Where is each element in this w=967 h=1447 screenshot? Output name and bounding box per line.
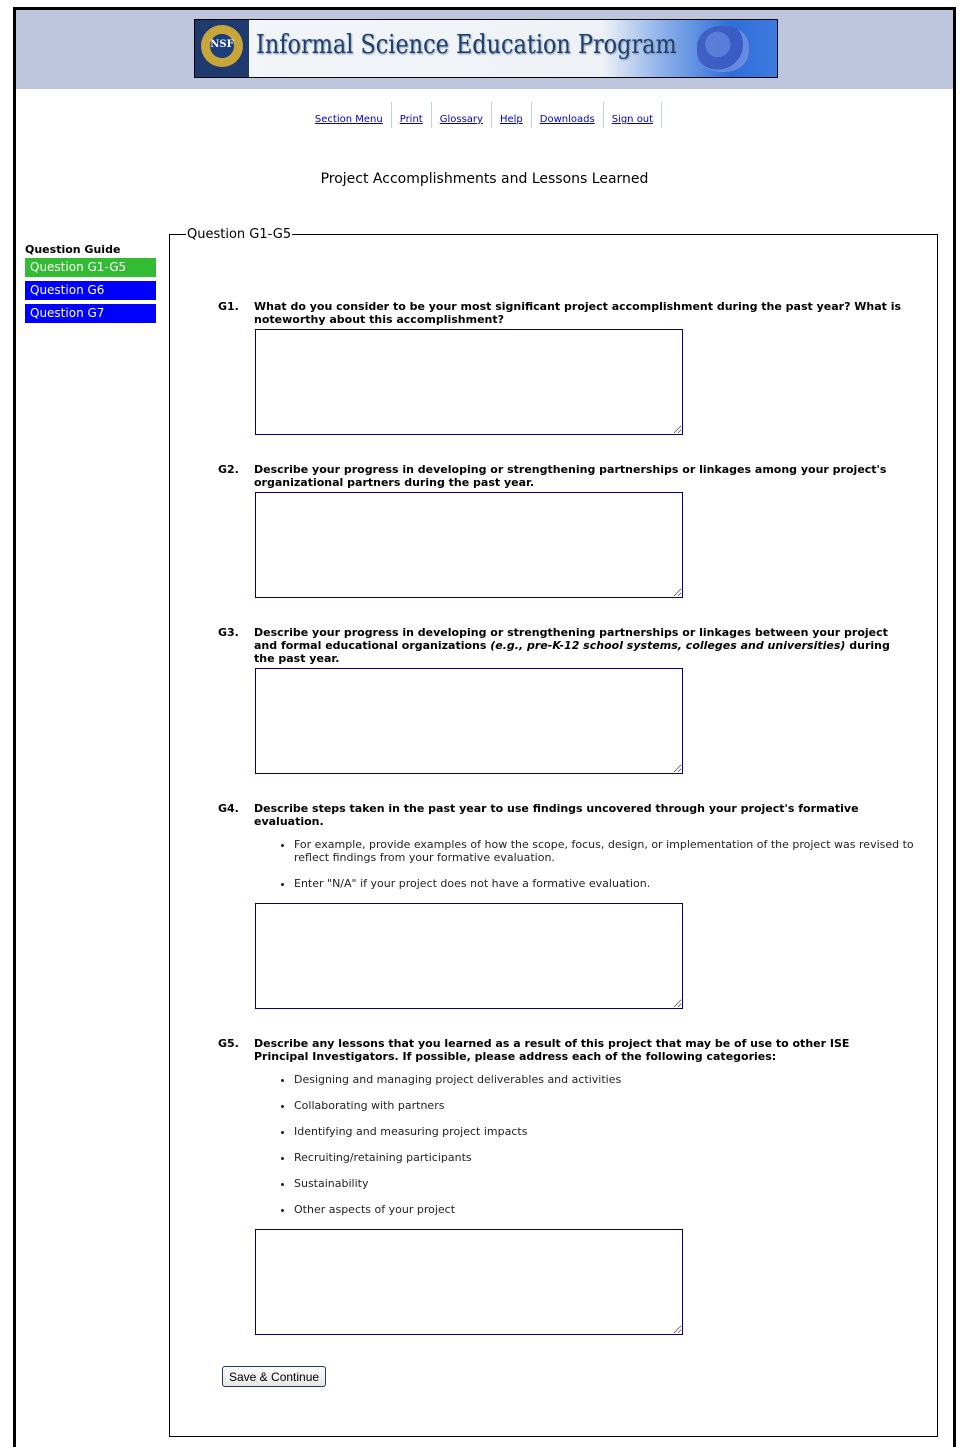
question-guide-label: Question Guide — [25, 243, 121, 256]
header-band — [16, 10, 953, 89]
sign-out-link[interactable]: Sign out — [611, 114, 654, 125]
program-banner — [194, 19, 778, 78]
sidebar-item-g1-g5[interactable]: Question G1-G5 — [25, 258, 156, 277]
g4-answer-textarea[interactable] — [255, 903, 683, 1009]
question-text: Describe your progress in developing or strengthening partnerships or linkages between your project and formal educational organizations (e.g., pre-K-12 school systems, colleges and universities) during the past year. — [254, 626, 890, 665]
question-text: Describe any lessons that you learned as a result of this project that may be of use to other ISE Principal Investigators. If possible, please address each of the following categories: — [254, 1037, 850, 1063]
question-number: G1. — [218, 300, 239, 313]
nav-item-help — [492, 102, 532, 128]
list-item: • Recruiting/retaining participants — [294, 1151, 914, 1164]
questions-fieldset — [169, 227, 938, 1437]
question-example-italic: (e.g., pre-K-12 school systems, colleges and universities) — [490, 639, 846, 652]
question-number: G2. — [218, 463, 239, 476]
fieldset-legend: Question G1-G5 — [187, 227, 292, 242]
question-text: Describe steps taken in the past year to use findings uncovered through your project's formative evaluation. — [254, 802, 859, 828]
section-menu-link[interactable]: Section Menu — [314, 114, 383, 125]
list-item: • Sustainability — [294, 1177, 914, 1190]
page-container — [13, 7, 956, 1447]
nav-item-sign-out — [604, 102, 662, 128]
print-link[interactable]: Print — [399, 114, 423, 125]
g4-bullet-list — [254, 838, 914, 903]
question-number: G4. — [218, 802, 239, 815]
glossary-link[interactable]: Glossary — [439, 114, 483, 125]
save-continue-button[interactable]: Save & Continue — [222, 1366, 326, 1387]
question-number: G5. — [218, 1037, 239, 1050]
list-item: • For example, provide examples of how the scope, focus, design, or implementation of the project was revised to reflect findings from your formative evaluation. — [294, 838, 914, 864]
page-title: Project Accomplishments and Lessons Learned — [320, 171, 649, 187]
question-number: G3. — [218, 626, 239, 639]
help-link[interactable]: Help — [499, 114, 523, 125]
list-item: • Designing and managing project deliverables and activities — [294, 1073, 914, 1086]
list-item: • Identifying and measuring project impacts — [294, 1125, 914, 1138]
question-text: What do you consider to be your most significant project accomplishment during the past year? What is noteworthy about this accomplishment? — [254, 300, 902, 326]
nsf-seal-logo — [195, 20, 249, 77]
g5-bullet-list — [254, 1073, 914, 1229]
nsf-seal-icon: NSF — [201, 25, 243, 67]
nav-item-print — [392, 102, 432, 128]
atom-graphic-icon — [697, 26, 749, 72]
question-guide-sidebar — [25, 243, 156, 327]
list-item: • Collaborating with partners — [294, 1099, 914, 1112]
sidebar-item-g7[interactable]: Question G7 — [25, 304, 156, 323]
g5-answer-textarea[interactable] — [255, 1229, 683, 1335]
nav-item-section-menu — [307, 102, 392, 128]
nav-item-downloads — [532, 102, 604, 128]
g1-answer-textarea[interactable] — [255, 329, 683, 435]
list-item: • Enter "N/A" if your project does not have a formative evaluation. — [294, 877, 914, 890]
nav-item-glossary — [432, 102, 492, 128]
g2-answer-textarea[interactable] — [255, 492, 683, 598]
banner-title: Informal Science Education Program — [256, 30, 677, 60]
top-nav — [16, 102, 953, 128]
g3-answer-textarea[interactable] — [255, 668, 683, 774]
question-text: Describe your progress in developing or strengthening partnerships or linkages among your project's organizational partners during the past year. — [254, 463, 887, 489]
sidebar-item-g6[interactable]: Question G6 — [25, 281, 156, 300]
list-item: • Other aspects of your project — [294, 1203, 914, 1216]
downloads-link[interactable]: Downloads — [539, 114, 595, 125]
